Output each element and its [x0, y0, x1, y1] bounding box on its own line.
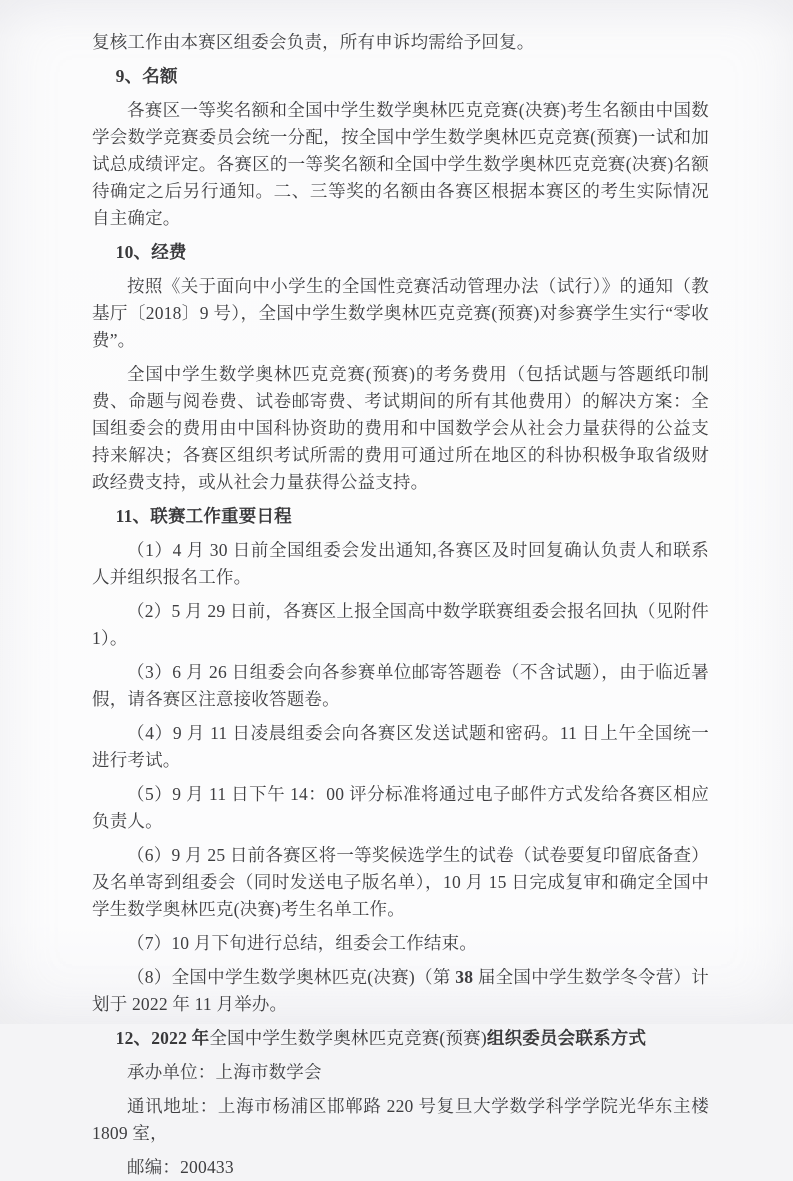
- section-9-paragraph: 各赛区一等奖名额和全国中学生数学奥林匹克竞赛(决赛)考生名额由中国数学会数学竞赛委员会统一分配，按全国中学生数学奥林匹克竞赛(预赛)一试和加试总成绩评定。各赛区的一等奖名额和全国中学生数学奥林匹克竞赛(决赛)名额待确定之后另行通知。二、三等奖的名额由各赛区根据本赛区的考生实际情况自主确定。: [92, 100, 709, 228]
- schedule-item-8-session-number: 38: [455, 967, 474, 987]
- schedule-item-5: （5）9 月 11 日下午 14：00 评分标准将通过电子邮件方式发给各赛区相应负责人。: [92, 784, 709, 831]
- contact-organizer-line: 承办单位：上海市数学会: [127, 1062, 322, 1082]
- schedule-item-3: （3）6 月 26 日组委会向各参赛单位邮寄答题卷（不含试题），由于临近暑假，请各赛区注意接收答题卷。: [92, 662, 709, 709]
- section-11-heading: 11、联赛工作重要日程: [115, 506, 292, 526]
- schedule-item-8: [92, 964, 709, 1018]
- schedule-item-1: （1）4 月 30 日前全国组委会发出通知,各赛区及时回复确认负责人和联系人并组织报名工作。: [92, 540, 709, 587]
- schedule-item-8-text: （8）全国中学生数学奥林匹克(决赛)（第: [127, 967, 456, 987]
- contact-postcode-line: 邮编：200433: [127, 1157, 234, 1177]
- schedule-item-2: （2）5 月 29 日前，各赛区上报全国高中数学联赛组委会报名回执（见附件 1）。: [92, 601, 709, 648]
- section-10-heading: 10、经费: [115, 242, 187, 262]
- schedule-item-7: （7）10 月下旬进行总结，组委会工作结束。: [127, 933, 478, 953]
- section-10-paragraph-1: 按照《关于面向中小学生的全国性竞赛活动管理办法（试行）》的通知（教基厅〔2018〕9 号），全国中学生数学奥林匹克竞赛(预赛)对参赛学生实行“零收费”。: [92, 276, 709, 350]
- schedule-item-4: （4）9 月 11 日凌晨组委会向各赛区发送试题和密码。11 日上午全国统一进行考试。: [92, 723, 709, 770]
- schedule-item-6: （6）9 月 25 日前各赛区将一等奖候选学生的试卷（试卷要复印留底备查）及名单寄到组委会（同时发送电子版名单），10 月 15 日完成复审和确定全国中学生数学奥林匹克(决赛)考生名单工作。: [92, 845, 709, 919]
- section-12-heading: [92, 1025, 709, 1052]
- section-12-heading-contact-label: 组织委员会联系方式: [486, 1028, 647, 1048]
- schedule-item-8-text-tail: 届全国中学生数学冬令营）计划于 2022 年 11 月举办。: [92, 967, 709, 1014]
- section-10-paragraph-2: 全国中学生数学奥林匹克竞赛(预赛)的考务费用（包括试题与答题纸印制费、命题与阅卷费、试卷邮寄费、考试期间的所有其他费用）的解决方案：全国组委会的费用由中国科协资助的费用和中国数学会从社会力量获得的公益支持来解决；各赛区组织考试所需的费用可通过所在地区的科协积极争取省级财政经费支持，或从社会力量获得公益支持。: [92, 364, 709, 492]
- section-9-heading: 9、名额: [115, 66, 178, 86]
- contact-address-line: 通讯地址：上海市杨浦区邯郸路 220 号复旦大学数学科学学院光华东主楼 1809 室，: [92, 1096, 709, 1143]
- intro-paragraph: 复核工作由本赛区组委会负责，所有申诉均需给予回复。: [92, 32, 535, 52]
- section-12-heading-competition-name: 全国中学生数学奥林匹克竞赛(预赛): [209, 1028, 487, 1048]
- section-12-heading-number: 12、2022 年: [115, 1028, 210, 1048]
